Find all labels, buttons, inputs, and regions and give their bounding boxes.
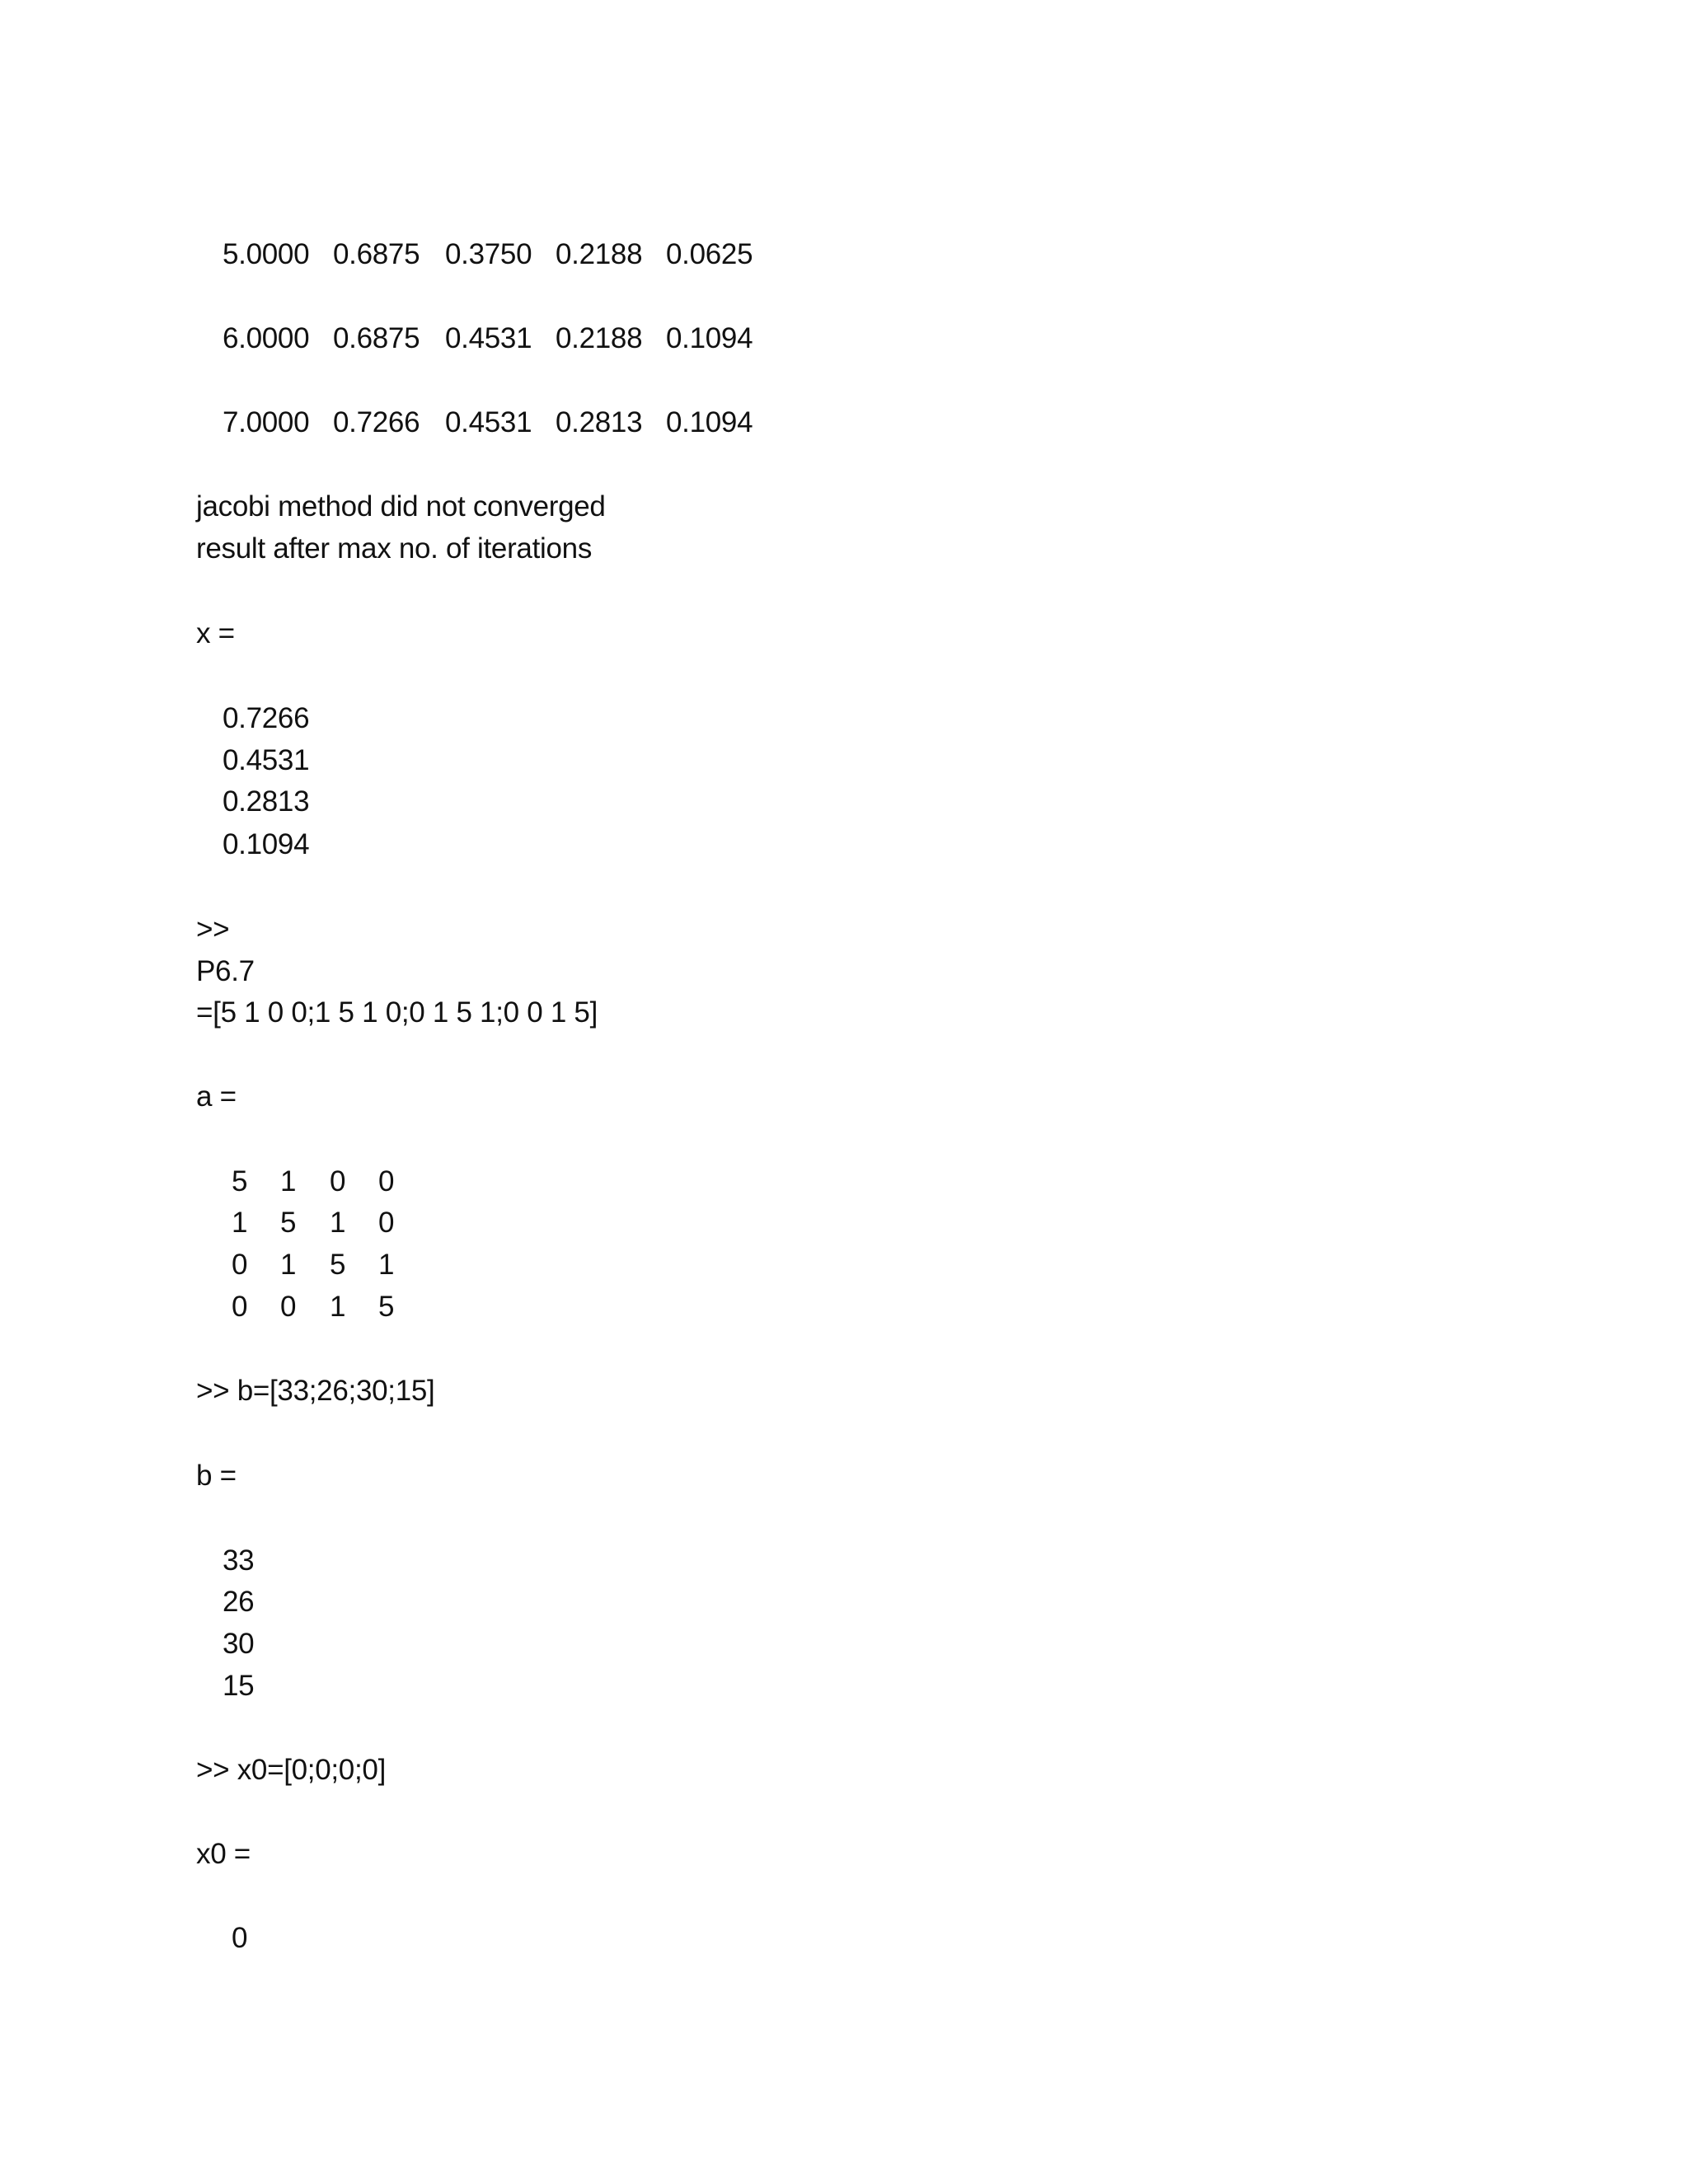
iteration-cell: 0.1094 [666,322,753,354]
matrix-cell: 1 [232,1207,248,1239]
x0-command: >> x0=[0;0;0;0] [196,1754,386,1786]
x-result-value: 0.2813 [223,785,310,818]
iteration-cell: 0.2188 [556,322,643,354]
matrix-cell: 0 [232,1249,248,1281]
matrix-cell: 1 [280,1165,297,1197]
x0-vector-label: x0 = [196,1838,251,1870]
b-command: >> b=[33;26;30;15] [196,1375,435,1407]
iteration-cell: 0.2813 [556,406,643,438]
matrix-cell: 5 [378,1291,395,1323]
not-converged-message: jacobi method did not converged [196,490,606,523]
matrix-cell: 0 [378,1165,395,1197]
iteration-cell: 6.0000 [223,322,310,354]
matrix-cell: 1 [378,1249,395,1281]
matrix-cell: 0 [280,1291,297,1323]
problem-label: P6.7 [196,955,255,987]
matrix-cell: 1 [330,1207,346,1239]
x-result-value: 0.7266 [223,702,310,734]
iteration-cell: 0.2188 [556,238,643,270]
max-iterations-message: result after max no. of iterations [196,532,593,565]
matrix-cell: 1 [280,1249,297,1281]
b-vector-value: 15 [223,1670,255,1702]
iteration-cell: 0.0625 [666,238,753,270]
iteration-cell: 0.3750 [445,238,532,270]
x-result-label: x = [196,617,235,649]
matrix-cell: 0 [232,1291,248,1323]
x0-vector-value: 0 [232,1922,248,1954]
b-vector-label: b = [196,1460,237,1492]
matrix-cell: 1 [330,1291,346,1323]
iteration-cell: 0.4531 [445,406,532,438]
iteration-cell: 5.0000 [223,238,310,270]
iteration-cell: 0.7266 [333,406,420,438]
iteration-cell: 7.0000 [223,406,310,438]
matrix-cell: 0 [378,1207,395,1239]
iteration-cell: 0.4531 [445,322,532,354]
command-prompt: >> [196,913,230,945]
x-result-value: 0.1094 [223,828,310,860]
iteration-cell: 0.6875 [333,322,420,354]
matrix-cell: 5 [330,1249,346,1281]
a-command: =[5 1 0 0;1 5 1 0;0 1 5 1;0 0 1 5] [196,996,598,1029]
b-vector-value: 30 [223,1628,255,1660]
b-vector-value: 26 [223,1586,255,1618]
iteration-cell: 0.1094 [666,406,753,438]
matrix-cell: 5 [232,1165,248,1197]
iteration-cell: 0.6875 [333,238,420,270]
matrix-cell: 0 [330,1165,346,1197]
b-vector-value: 33 [223,1544,255,1577]
matrix-cell: 5 [280,1207,297,1239]
a-matrix-label: a = [196,1080,237,1113]
x-result-value: 0.4531 [223,744,310,776]
